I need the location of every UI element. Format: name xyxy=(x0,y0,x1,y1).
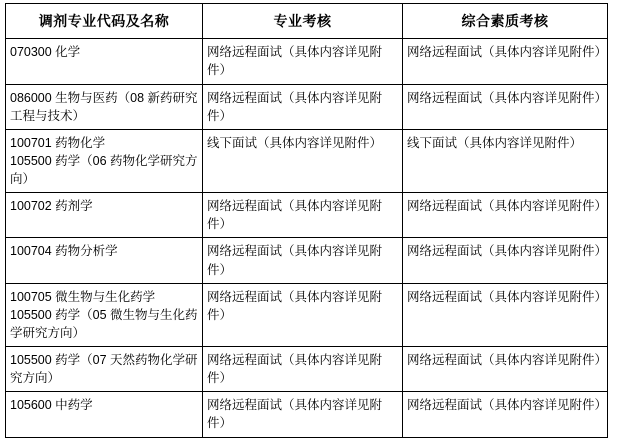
table-row xyxy=(6,84,608,129)
document-page xyxy=(0,3,618,431)
cell-comprehensive-quality-exam: 网络远程面试（具体内容详见附件） xyxy=(403,238,608,283)
cell-comprehensive-quality-exam: 网络远程面试（具体内容详见附件） xyxy=(403,392,608,437)
table-row xyxy=(6,39,608,84)
cell-major-code-name xyxy=(6,193,203,238)
major-name-line: 105500 药学（06 药物化学研究方向） xyxy=(10,153,198,187)
table-row xyxy=(6,347,608,392)
cell-comprehensive-quality-exam: 网络远程面试（具体内容详见附件） xyxy=(403,283,608,346)
cell-major-code-name xyxy=(6,283,203,346)
cell-major-code-name xyxy=(6,129,203,192)
cell-comprehensive-quality-exam: 网络远程面试（具体内容详见附件） xyxy=(403,84,608,129)
major-name-line: 100705 微生物与生化药学 xyxy=(10,289,156,304)
table-row xyxy=(6,392,608,437)
adjustment-major-table xyxy=(5,3,608,438)
cell-major-exam: 网络远程面试（具体内容详见附件） xyxy=(203,238,403,283)
major-name-line: 100704 药物分析学 xyxy=(10,244,118,259)
major-name-line: 086000 生物与医药（08 新药研究工程与技术） xyxy=(10,90,198,123)
table-row xyxy=(6,129,608,192)
table-row xyxy=(6,283,608,346)
cell-major-exam: 网络远程面试（具体内容详见附件） xyxy=(203,84,403,129)
cell-major-code-name xyxy=(6,39,203,84)
table-row xyxy=(6,238,608,283)
cell-major-exam: 网络远程面试（具体内容详见附件） xyxy=(203,347,403,392)
cell-major-code-name xyxy=(6,84,203,129)
table-row xyxy=(6,193,608,238)
cell-major-code-name xyxy=(6,238,203,283)
major-name-line: 070300 化学 xyxy=(10,45,81,60)
table-header-row xyxy=(6,4,608,39)
cell-major-exam: 网络远程面试（具体内容详见附件） xyxy=(203,392,403,437)
cell-major-code-name xyxy=(6,347,203,392)
major-name-line: 105600 中药学 xyxy=(10,398,93,413)
cell-comprehensive-quality-exam: 线下面试（具体内容详见附件） xyxy=(403,129,608,192)
cell-comprehensive-quality-exam: 网络远程面试（具体内容详见附件） xyxy=(403,193,608,238)
cell-major-code-name xyxy=(6,392,203,437)
table-body xyxy=(6,39,608,437)
major-name-line: 100701 药物化学 xyxy=(10,135,106,150)
cell-major-exam: 网络远程面试（具体内容详见附件） xyxy=(203,283,403,346)
major-name-line: 105500 药学（05 微生物与生化药学研究方向） xyxy=(10,307,198,340)
cell-major-exam: 网络远程面试（具体内容详见附件） xyxy=(203,39,403,84)
column-header-major-exam: 专业考核 xyxy=(203,4,403,39)
major-name-line: 105500 药学（07 天然药物化学研究方向） xyxy=(10,353,198,386)
major-name-line: 100702 药剂学 xyxy=(10,199,93,214)
cell-comprehensive-quality-exam: 网络远程面试（具体内容详见附件） xyxy=(403,39,608,84)
cell-major-exam: 网络远程面试（具体内容详见附件） xyxy=(203,193,403,238)
cell-comprehensive-quality-exam: 网络远程面试（具体内容详见附件） xyxy=(403,347,608,392)
column-header-major-code-name: 调剂专业代码及名称 xyxy=(6,4,203,39)
cell-major-exam: 线下面试（具体内容详见附件） xyxy=(203,129,403,192)
column-header-comprehensive-quality-exam: 综合素质考核 xyxy=(403,4,608,39)
